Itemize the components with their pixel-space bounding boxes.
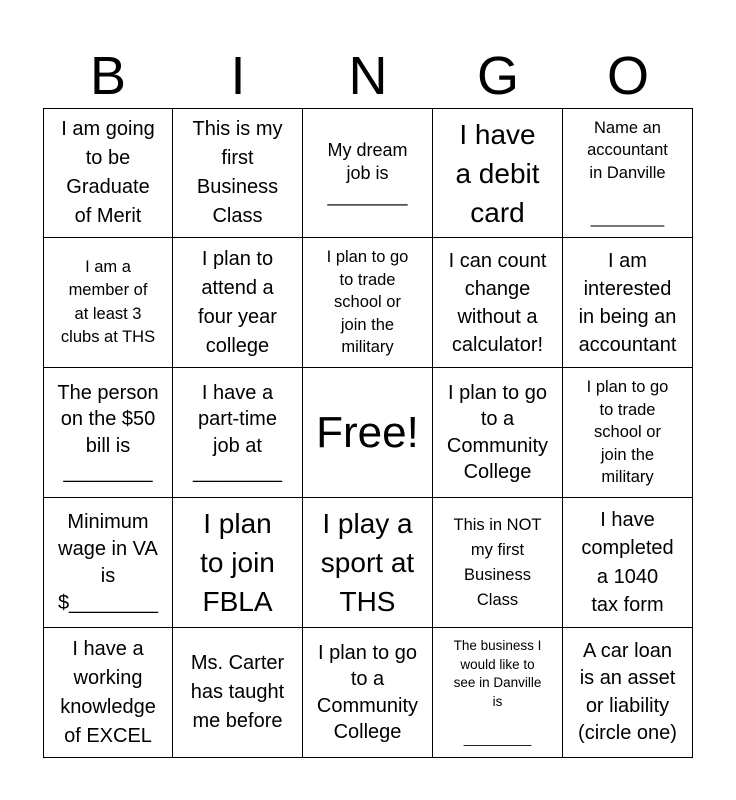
bingo-cell[interactable] (173, 628, 303, 758)
bingo-header (43, 48, 693, 104)
bingo-cell[interactable] (303, 238, 433, 368)
cell-text: A car loan is an asset or liability (circle one) (578, 639, 677, 744)
cell-text: I have a part-time job at ________ (193, 381, 282, 483)
bingo-cell[interactable] (43, 238, 173, 368)
header-letter-g: G (476, 46, 519, 106)
bingo-cell[interactable] (43, 108, 173, 238)
bingo-cell[interactable] (433, 368, 563, 498)
cell-text: This in NOT my first Business Class (453, 515, 542, 609)
bingo-cell[interactable] (563, 108, 693, 238)
free-space-text: Free! (316, 407, 419, 457)
bingo-cell[interactable] (563, 628, 693, 758)
header-letter-b: B (89, 46, 127, 106)
bingo-cell[interactable] (43, 498, 173, 628)
cell-text: I can count change without a calculator! (448, 249, 547, 356)
cell-text: I plan to attend a four year college (198, 247, 277, 357)
bingo-cell[interactable] (43, 368, 173, 498)
bingo-cell[interactable] (563, 498, 693, 628)
cell-text: I am interested in being an accountant (578, 249, 677, 356)
header-letter-n: N (348, 46, 388, 106)
cell-text: I am going to be Graduate of Merit (61, 118, 155, 227)
cell-text: This is my first Business Class (192, 118, 283, 227)
bingo-cell[interactable] (43, 628, 173, 758)
bingo-cell[interactable] (563, 368, 693, 498)
cell-text: I plan to go to trade school or join the military (586, 378, 669, 487)
cell-text: I have a working knowledge of EXCEL (60, 637, 156, 747)
cell-text: Ms. Carter has taught me before (190, 652, 285, 732)
bingo-cell[interactable] (433, 108, 563, 238)
cell-text: I am a member of at least 3 clubs at THS (60, 257, 156, 346)
cell-text: I plan to join FBLA (200, 508, 275, 617)
cell-text: I have a debit card (455, 118, 540, 228)
cell-text: Name an accountant in Danville ________ (587, 118, 668, 227)
cell-text: Minimum wage in VA is $________ (57, 510, 159, 614)
header-letter-i: I (230, 46, 246, 106)
cell-text: I plan to go to a Community College (316, 641, 419, 743)
bingo-cell-free[interactable] (303, 368, 433, 498)
cell-text: The business I would like to see in Danville is _________ (453, 638, 542, 746)
cell-text: I plan to go to a Community College (446, 381, 549, 483)
cell-text: I plan to go to trade school or join the military (326, 248, 409, 357)
bingo-cell[interactable] (433, 238, 563, 368)
bingo-cell[interactable] (303, 628, 433, 758)
bingo-cell[interactable] (563, 238, 693, 368)
bingo-cell[interactable] (303, 498, 433, 628)
cell-text: My dream job is ________ (327, 139, 408, 206)
bingo-cell[interactable] (303, 108, 433, 238)
bingo-cell[interactable] (173, 368, 303, 498)
bingo-cell[interactable] (173, 238, 303, 368)
bingo-cell[interactable] (433, 628, 563, 758)
bingo-cell[interactable] (173, 498, 303, 628)
bingo-cell[interactable] (433, 498, 563, 628)
cell-text: I have completed a 1040 tax form (581, 508, 674, 616)
cell-text: The person on the $50 bill is ________ (57, 381, 159, 483)
cell-text: I play a sport at THS (320, 508, 415, 617)
bingo-cell[interactable] (173, 108, 303, 238)
bingo-grid (43, 108, 693, 758)
header-letter-o: O (606, 46, 649, 106)
